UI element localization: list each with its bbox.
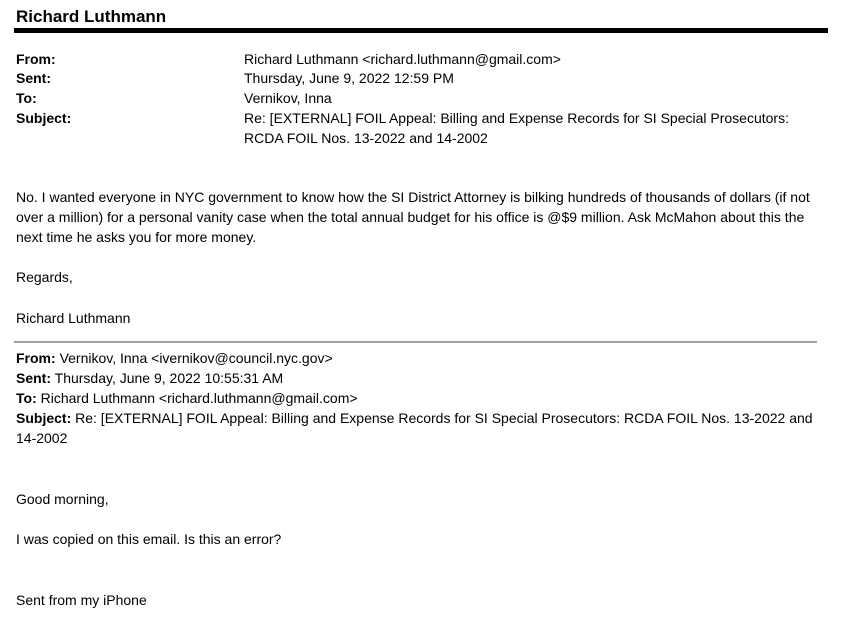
to-value: Vernikov, Inna — [244, 90, 332, 106]
sent-label: Sent: — [16, 70, 51, 86]
quoted-sent-line — [16, 368, 816, 388]
from-label: From: — [16, 51, 56, 67]
title-rule — [14, 28, 828, 33]
quoted-footer: Sent from my iPhone — [16, 592, 147, 608]
quoted-to-value: Richard Luthmann <richard.luthmann@gmail.com> — [40, 390, 358, 406]
body-paragraph: No. I wanted everyone in NYC government to know how the SI District Attorney is bilking hundreds of thousands of dollars (if not over a million) for a personal vanity case when the total annual budget for his office is @$9 million. Ask McMahon about this the next time he asks you for more money. — [16, 189, 810, 245]
quoted-sent-value: Thursday, June 9, 2022 10:55:31 AM — [54, 370, 284, 386]
quoted-subject-value: Re: [EXTERNAL] FOIL Appeal: Billing and Expense Records for SI Special Prosecutors: RCDA FOIL Nos. 13-2022 and 14-2002 — [16, 410, 813, 446]
quoted-to-line — [16, 388, 816, 408]
from-value: Richard Luthmann <richard.luthmann@gmail.com> — [244, 51, 561, 67]
quoted-to-label: To: — [16, 390, 37, 406]
document-title: Richard Luthmann — [16, 7, 167, 26]
quoted-from-value: Vernikov, Inna <ivernikov@council.nyc.gov> — [59, 350, 333, 366]
quoted-from-line — [16, 348, 816, 368]
subject-label: Subject: — [16, 110, 72, 126]
subject-value: Re: [EXTERNAL] FOIL Appeal: Billing and Expense Records for SI Special Prosecutors: RCDA FOIL Nos. 13-2022 and 14-2002 — [244, 110, 789, 146]
quoted-subject-line — [16, 408, 816, 448]
quoted-greeting: Good morning, — [16, 491, 109, 507]
quoted-subject-label: Subject: — [16, 410, 72, 426]
quoted-message-text: I was copied on this email. Is this an error? — [16, 531, 282, 547]
sent-value: Thursday, June 9, 2022 12:59 PM — [244, 70, 454, 86]
signature-line: Richard Luthmann — [16, 310, 131, 326]
to-label: To: — [16, 90, 37, 106]
quoted-from-label: From: — [16, 350, 56, 366]
quoted-sent-label: Sent: — [16, 370, 51, 386]
regards-line: Regards, — [16, 269, 73, 285]
quote-separator — [14, 341, 817, 343]
